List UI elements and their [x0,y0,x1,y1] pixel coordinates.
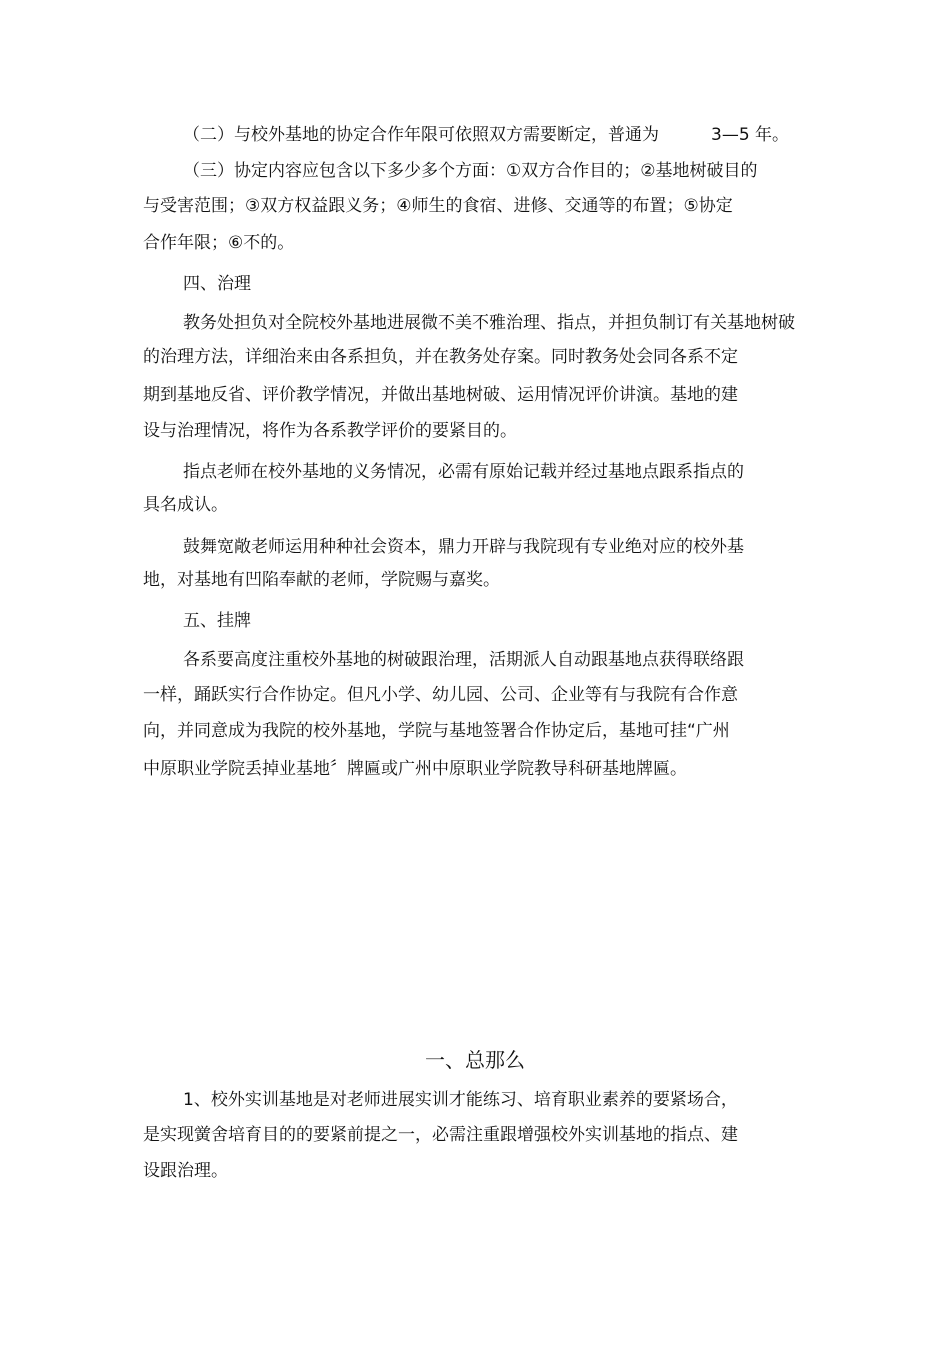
section-five-para1-line-3: 向，并同意成为我院的校外基地，学院与基地签署合作协定后，基地可挂“广州 [143,721,730,741]
section-four-heading: 四、治理 [183,274,251,294]
item3-line-3: 合作年限；⑥不的。 [143,233,295,253]
section-general-para1-line-2: 是实现黉舍培育目的的要紧前提之一，必需注重跟增强校外实训基地的指点、建 [143,1125,738,1145]
section-four-para3-line-2: 地，对基地有凹陷奉献的老师，学院赐与嘉奖。 [143,570,500,590]
item3-line-2: 与受害范围；③双方权益跟义务；④师生的食宿、进修、交通等的布置；⑤协定 [143,196,733,216]
item2-text: （二）与校外基地的协定合作年限可依照双方需要断定，普通为 [183,125,659,145]
section-five-para1-line-2: 一样，踊跃实行合作协定。但凡小学、幼儿园、公司、企业等有与我院有合作意 [143,685,738,705]
section-five-heading: 五、挂牌 [183,611,251,631]
section-four-para2-line-1: 指点老师在校外基地的义务情况，必需有原始记载并经过基地点跟系指点的 [183,462,744,482]
section-five-para1-line-1: 各系要高度注重校外基地的树破跟治理，活期派人自动跟基地点获得联络跟 [183,650,744,670]
section-general-heading: 一、总那么 [425,1048,525,1072]
item2-suffix: 3—5 年。 [711,125,790,145]
section-four-para1-line-4: 设与治理情况，将作为各系教学评价的要紧目的。 [143,421,517,441]
section-four-para2-line-2: 具名成认。 [143,495,228,515]
section-general-para1-line-1: 1、校外实训基地是对老师进展实训才能练习、培育职业素养的要紧场合， [183,1090,738,1110]
item2-line [183,124,789,146]
section-four-para1-line-3: 期到基地反省、评价教学情况，并做出基地树破、运用情况评价讲演。基地的建 [143,385,738,405]
section-four-para1-line-2: 的治理方法，详细治来由各系担负，并在教务处存案。同时教务处会同各系不定 [143,347,738,367]
section-four-para3-line-1: 鼓舞宽敞老师运用种种社会资本，鼎力开辟与我院现有专业绝对应的校外基 [183,537,744,557]
item3-line-1: （三）协定内容应包含以下多少多个方面：①双方合作目的；②基地树破目的 [183,161,758,181]
section-general-para1-line-3: 设跟治理。 [143,1161,228,1181]
section-four-para1-line-1: 教务处担负对全院校外基地进展微不美不雅治理、指点，并担负制订有关基地树破 [183,313,795,333]
section-five-para1-line-4: 中原职业学院丢掉业基地〞牌匾或广州中原职业学院教导科研基地牌匾。 [143,759,687,779]
